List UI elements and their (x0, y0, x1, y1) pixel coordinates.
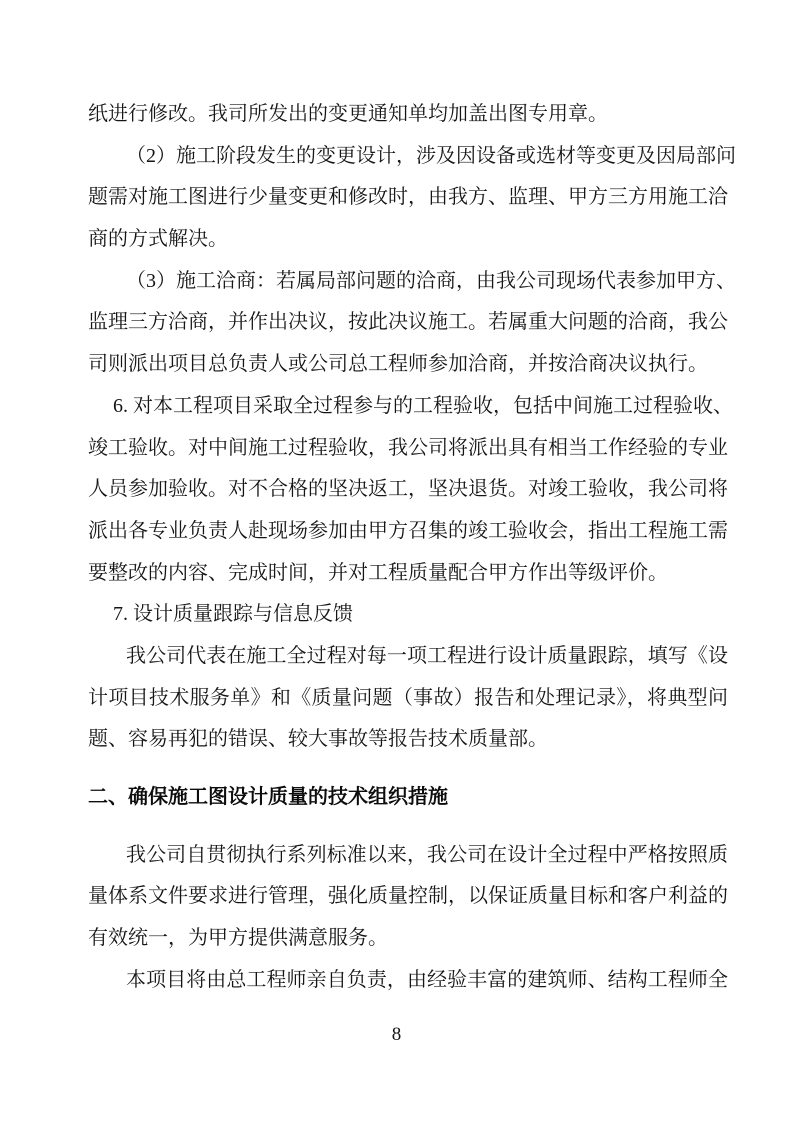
text-line: 本项目将由总工程师亲自负责，由经验丰富的建筑师、结构工程师全 (126, 968, 728, 991)
text-line: 题需对施工图进行少量变更和修改时，由我方、监理、甲方三方用施工洽 (88, 186, 728, 209)
paragraph (88, 94, 728, 136)
page-number: 8 (391, 1024, 402, 1045)
text-line: 要整改的内容、完成时间，并对工程质量配合甲方作出等级评价。 (88, 561, 668, 584)
text-line: 我公司代表在施工全过程对每一项工程进行设计质量跟踪，填写《设 (126, 644, 728, 667)
text-content (88, 94, 736, 1001)
text-line: 计项目技术服务单》和《质量问题（事故）报告和处理记录》，将典型问 (88, 686, 728, 709)
paragraph (88, 136, 736, 261)
text-line: 派出各专业负责人赴现场参加由甲方召集的竣工验收会，指出工程施工需 (88, 519, 728, 542)
paragraph (88, 386, 733, 594)
text-line: 监理三方洽商，并作出决议，按此决议施工。若属重大问题的洽商，我公 (88, 311, 728, 334)
text-line: 量体系文件要求进行管理，强化质量控制，以保证质量目标和客户利益的 (88, 885, 728, 908)
text-line: 题、容易再犯的错误、较大事故等报告技术质量部。 (88, 728, 548, 751)
text-line: 商的方式解决。 (88, 228, 228, 251)
paragraph (88, 594, 728, 636)
section-heading: 二、确保施工图设计质量的技术组织措施 (88, 786, 448, 808)
text-line: （3）施工洽商：若属局部问题的洽商，由我公司现场代表参加甲方、 (126, 269, 736, 292)
paragraph (88, 835, 728, 960)
text-line: 人员参加验收。对不合格的坚决返工，坚决退货。对竣工验收，我公司将 (88, 478, 728, 501)
text-line: 有效统一，为甲方提供满意服务。 (88, 927, 388, 950)
paragraph (88, 261, 736, 386)
text-line: 司则派出项目总负责人或公司总工程师参加洽商，并按洽商决议执行。 (88, 353, 708, 376)
text-line: （2）施工阶段发生的变更设计，涉及因设备或选材等变更及因局部问 (126, 144, 736, 167)
paragraph (88, 636, 728, 761)
text-line: 6. 对本工程项目采取全过程参与的工程验收，包括中间施工过程验收、 (113, 394, 733, 417)
text-line: 我公司自贯彻执行系列标准以来，我公司在设计全过程中严格按照质 (126, 843, 728, 866)
text-line: 纸进行修改。我司所发出的变更通知单均加盖出图专用章。 (88, 103, 608, 125)
text-line: 7. 设计质量跟踪与信息反馈 (113, 603, 353, 626)
paragraph (88, 960, 728, 1002)
text-line: 竣工验收。对中间施工过程验收，我公司将派出具有相当工作经验的专业 (88, 436, 728, 459)
